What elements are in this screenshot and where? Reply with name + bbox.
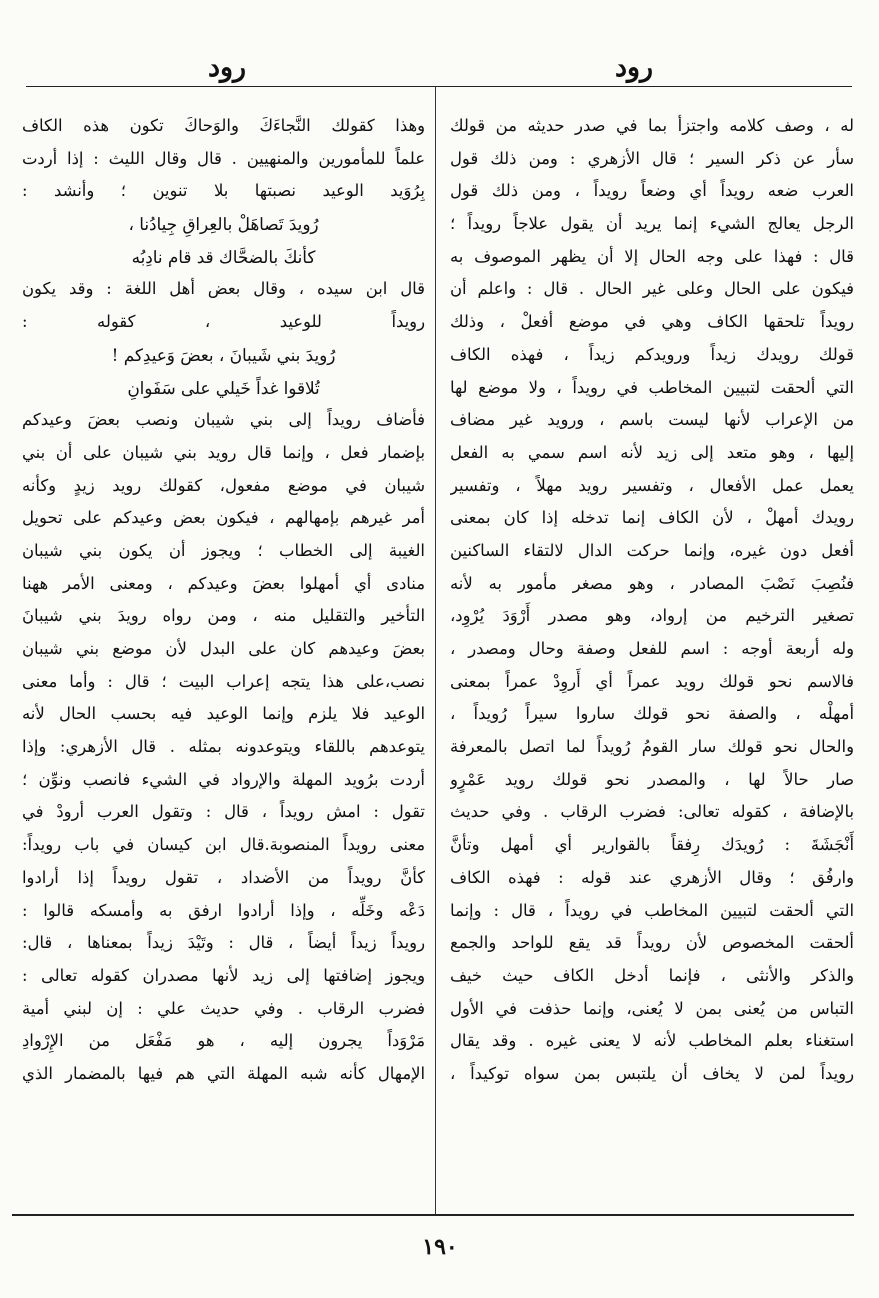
text-line: التأخير والتقليل منه ، ومن رواه رويدَ بني شيبانَ bbox=[22, 606, 425, 626]
verse-line: كأنكَ بالضحَّاك قد قام نادِبُه bbox=[131, 246, 316, 267]
text-line: أمر غيرهم بإمهالهم ، فيكون بعض وعيدكم على تحويل bbox=[22, 508, 425, 528]
text-line: رويداً تلحقها الكاف وهي في موضع أفعلْ ، وذلك bbox=[450, 312, 854, 332]
top-rule bbox=[26, 86, 852, 87]
text-line: العرب ضعه رويداً أي وضعاً رويداً ، ومن ذلك قول bbox=[450, 181, 854, 201]
verse-line: رُويدَ بني شَيبانَ ، بعضَ وَعيدِكم ! bbox=[111, 344, 336, 365]
text-line: معنى رويداً المنصوبة.قال ابن كيسان في باب رويداً: bbox=[22, 835, 425, 855]
text-line: رويداً للوعيد ، كقوله : bbox=[22, 312, 425, 332]
right-column bbox=[450, 110, 854, 1210]
text-line: سأر عن ذكر السير ؛ قال الأزهري : ومن ذلك قول bbox=[450, 148, 854, 168]
text-line: من الإعراب لأنها ليست باسم ، ورويد غير مضاف bbox=[450, 410, 854, 430]
text-line: يعمل عمل الأفعال ، وتفسير رويد مهلاً ، وتفسير bbox=[450, 475, 854, 495]
text-line: والذكر والأنثى ، فإنما أدخل الكاف حيث خيف bbox=[450, 965, 854, 985]
text-line: رويداً لمن لا يخاف أن يلتبس بمن سواه توكيداً ، bbox=[450, 1063, 854, 1083]
text-line: التي ألحقت لتبيين المخاطب في رويداً ، قال : وإنما bbox=[450, 900, 854, 920]
text-line: قولك رويدك زيداً ورويدكم زيداً ، فهذه الكاف bbox=[450, 344, 854, 364]
text-line: تقول : امش رويداً ، قال : وتقول العرب أرودْ في bbox=[22, 802, 425, 822]
text-line: الوعيد فلا يلزم وإنما الوعيد فيه بحسب الحال لأنه bbox=[22, 704, 425, 724]
verse-line: رُويدَ تَصاهَلْ بالعِراقِ جِيادُنا ، bbox=[128, 214, 319, 235]
text-line: أفعل دون غيره، وإنما حركت الدال لالتقاء الساكنين bbox=[450, 540, 854, 560]
verse-line: تُلاقوا غداً خَيلي على سَفَوانِ bbox=[127, 377, 320, 398]
text-line: بِرُوَيد الوعيد نصبتها بلا تنوين ؛ وأنشد : bbox=[22, 181, 425, 201]
text-line: وهذا كقولك النَّجاءَكَ والوَحاكَ تكون هذه الكاف bbox=[22, 116, 425, 135]
text-line: كأنَّ رويداً من الأضداد ، تقول رويداً إذا أرادوا bbox=[22, 867, 425, 887]
left-column bbox=[22, 110, 425, 1210]
text-line: فالاسم نحو قولك رويد عمراً أي أَروِدْ عمراً بمعنى bbox=[450, 671, 854, 691]
text-line: وارفُق ؛ وقال الأزهري عند قوله : فهذه الكاف bbox=[450, 867, 854, 887]
page-number: ١٩٠ bbox=[422, 1234, 458, 1260]
text-line: فأضاف رويداً إلى بني شيبان ونصب بعضَ وعيدكم bbox=[22, 410, 425, 430]
header-word-right: رود bbox=[615, 52, 654, 83]
text-line: استغناء بعلم المخاطب لأنه لا يعنى غيره . وقد يقال bbox=[450, 1031, 854, 1051]
text-line: ألحقت المخصوص لأن رويداً قد يقع للواحد والجمع bbox=[450, 933, 854, 953]
text-line: الغيبة إلى الخطاب ؛ ويجوز أن يكون بني شيبان bbox=[22, 540, 425, 560]
text-line: رويدك أمهلْ ، لأن الكاف إنما تدخله إذا كان بمعنى bbox=[450, 508, 854, 528]
text-line: قال : فهذا على وجه الحال إلا أن يظهر الموصوف به bbox=[450, 246, 854, 266]
text-line: أمهلْه ، والصفة نحو قولك ساروا سيراً رُويداً ، bbox=[450, 704, 854, 724]
text-line: فنُصِبَ نَصْبَ المصادر ، وهو مصغر مأمور به لأنه bbox=[450, 573, 854, 593]
text-line: الإمهال كأنه شبه المهلة التي هم فيها بالمضمار الذي bbox=[22, 1063, 425, 1083]
text-line: بعضَ وعيدهم كان على البدل لأن موضع بني شيبان bbox=[22, 639, 425, 658]
text-line: دَعْه وخَلِّه ، وإذا أرادوا ارفق به وأمسكه قالوا : bbox=[22, 900, 425, 920]
text-line: رويداً زيداً أيضاً ، قال : وتَيْدَ زيداً بمعناها ، قال: bbox=[22, 933, 425, 953]
text-line: قال ابن سيده ، وقال بعض أهل اللغة : وقد يكون bbox=[22, 279, 425, 299]
text-line: وله أربعة أوجه : اسم للفعل وصفة وحال ومصدر ، bbox=[450, 639, 854, 658]
column-divider bbox=[435, 86, 436, 1214]
text-line: صار حالاً لها ، والمصدر نحو قولك رويد عَمْرٍو bbox=[450, 769, 854, 789]
text-line: مَرْوَداً يجرون إليه ، هو مَفْعَل من الإِرْوادِ bbox=[22, 1031, 425, 1051]
text-line: أَنْجَشَةَ : رُويدَك رِفقاً بالقوارير أي أمهل وتأنَّ bbox=[450, 835, 854, 855]
text-line: التي ألحقت لتبيين المخاطب في رويداً ، ولا موضع لها bbox=[450, 377, 854, 397]
text-line: شيبان في موضع مفعول، كقولك رويد زيدٍ وكأنه bbox=[22, 475, 425, 495]
text-line: التباس من يُعنى بمن لا يُعنى، وإنما حذفت في الأول bbox=[450, 998, 854, 1018]
bottom-rule bbox=[12, 1214, 854, 1216]
text-line: الرجل يعالج الشيء إنما يريد أن يقول علاجاً رويداً ؛ bbox=[450, 214, 854, 234]
text-line: والحال نحو قولك سار القومُ رُويداً لما اتصل بالمعرفة bbox=[450, 737, 854, 757]
text-line: فيكون على الحال وعلى غير الحال . قال : واعلم أن bbox=[450, 279, 854, 299]
text-line: منادى أي أمهلوا بعضَ وعيدكم ، ومعنى الأمر ههنا bbox=[22, 573, 425, 593]
text-line: فضرب الرقاب . وفي حديث علي : إن لبني أمية bbox=[22, 998, 425, 1018]
text-line: ويجوز إضافتها إلى زيد لأنها مصدران كقوله تعالى : bbox=[22, 965, 425, 985]
header-word-left: رود bbox=[208, 52, 247, 83]
text-line: يتوعدهم باللقاء ويتوعدونه بمثله . قال الأزهري: وإذا bbox=[22, 737, 425, 757]
text-line: أردت برُويد المهلة والإرواد في الشيء فانصب ونوِّن ؛ bbox=[22, 769, 425, 789]
text-line: علماً للمأمورين والمنهيين . قال وقال الليث : إذا أردت bbox=[22, 148, 425, 168]
text-line: بالإضافة ، كقوله تعالى: فضرب الرقاب . وفي حديث bbox=[450, 802, 854, 822]
text-line: له ، وصف كلامه واجتزأ بما في صدر حديثه من قولك bbox=[450, 116, 854, 135]
text-line: نصب،على هذا يتجه إعراب البيت ؛ قال : وأما معنى bbox=[22, 671, 425, 691]
text-line: بإضمار فعل ، وإنما قال رويد بني شيبان على أن بني bbox=[22, 442, 425, 462]
text-line: تصغير الترخيم من إرواد، وهو مصدر أَرْوَدَ يُرْوِد، bbox=[450, 606, 854, 626]
text-line: إليها ، وهو متعد إلى زيد لأنه اسم سمي به الفعل bbox=[450, 442, 854, 462]
